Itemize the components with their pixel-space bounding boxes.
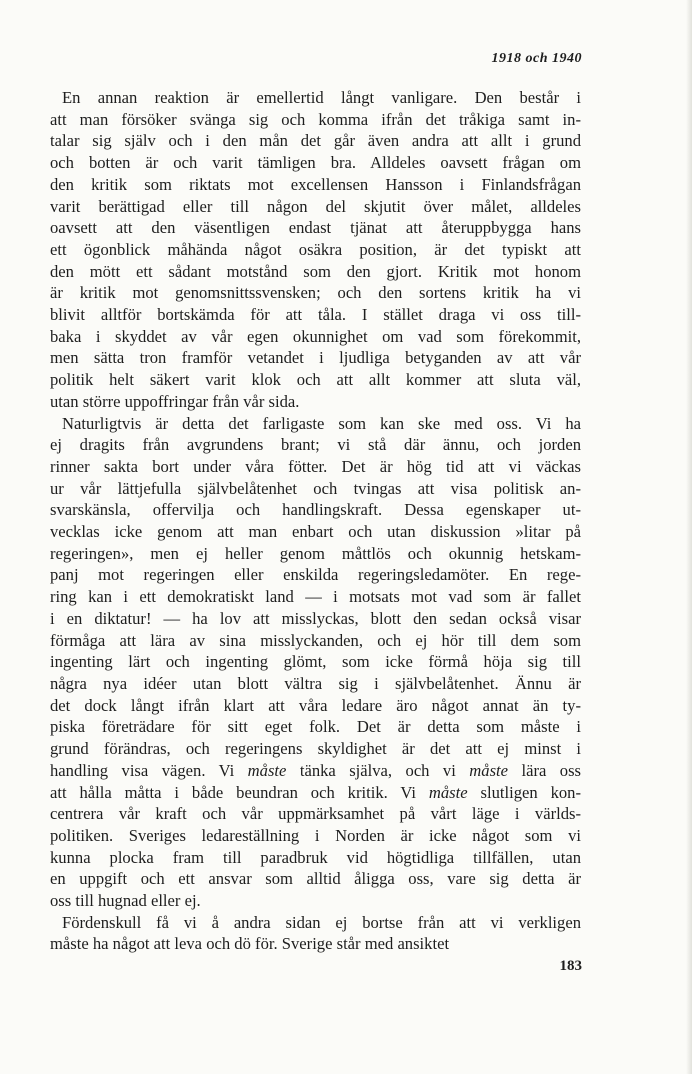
text-line: den mött ett sådant motstånd som den gjort. Kritik mot honom <box>50 261 581 281</box>
text-line: piska företrädare för sitt eget folk. Det är detta som måste i <box>50 717 581 737</box>
text-line: panj mot regeringen eller enskilda regeringsledamöter. En rege- <box>50 565 581 585</box>
text-line: måste ha något att leva och dö för. Sverige står med ansiktet <box>50 934 450 954</box>
text-line: förmåga att lära av sina misslyckanden, och ej hör till dem som <box>50 630 581 650</box>
text-line: centrera vår kraft och vår uppmärksamhet på vårt läge i världs- <box>50 804 581 824</box>
text-line: ingenting lärt och ingenting glömt, som icke förmå höja sig till <box>50 652 581 672</box>
text-line: kunna plocka fram till paradbruk vid högtidliga tillfällen, utan <box>50 847 581 867</box>
text-line: Fördenskull få vi å andra sidan ej bortse från att vi verkligen <box>62 912 581 932</box>
text-line: ring kan i ett demokratiskt land — i motsats mot vad som är fallet <box>50 587 581 607</box>
text-line: politiken. Sveriges ledareställning i Norden är icke något som vi <box>50 825 581 845</box>
text-line: att hålla måtta i både beundran och kritik. Vi måste slutligen kon- <box>50 782 581 802</box>
emphasis: måste <box>428 782 468 802</box>
page-edge-shadow <box>686 0 692 1074</box>
text-line: vecklas icke genom att man enbart och utan diskussion »litar på <box>50 522 581 542</box>
paragraph <box>50 413 581 912</box>
paragraph <box>50 87 581 413</box>
text-line: blivit alltför bortskämda för att tåla. I stället draga vi oss till- <box>50 305 581 325</box>
text-line: i en diktatur! — ha lov att misslyckas, blott den sedan också visar <box>50 608 581 628</box>
emphasis: måste <box>469 760 509 780</box>
body-text <box>50 87 581 955</box>
text-line: att man försöker svänga sig och komma ifrån det tråkiga samt in- <box>50 109 581 129</box>
text-line: det dock långt ifrån klart att våra ledare äro något annat än ty- <box>50 695 581 715</box>
text-line: ur vår lättjefulla självbelåtenhet och tvingas att visa politisk an- <box>50 478 581 498</box>
text-line: regeringen», men ej heller genom måttlös och okunnig hetskam- <box>50 543 581 563</box>
text-line: är kritik mot genomsnittssvensken; och den sortens kritik ha vi <box>50 283 581 303</box>
text-line: men sätta tron framför vetandet i ljudliga betyganden av att vår <box>50 348 581 368</box>
text-line: en uppgift och ett ansvar som alltid åligga oss, vare sig detta är <box>50 869 581 889</box>
running-head: 1918 och 1940 <box>491 51 582 66</box>
paragraph <box>50 912 581 955</box>
text-line: oss till hugnad eller ej. <box>50 891 201 911</box>
text-line: varit berättigad eller till någon del skjutit över målet, alldeles <box>50 196 581 216</box>
text-line: utan större uppoffringar från vår sida. <box>50 391 300 411</box>
text-line: och botten är och varit tämligen bra. Alldeles oavsett frågan om <box>50 153 581 173</box>
text-line: några nya idéer utan blott vältra sig i självbelåtenhet. Ännu är <box>50 673 581 693</box>
text-line: svarskänsla, offervilja och handlingskraft. Dessa egenskaper ut- <box>50 500 581 520</box>
text-line: Naturligtvis är detta det farligaste som kan ske med oss. Vi ha <box>62 413 581 433</box>
text-line: handling visa vägen. Vi måste tänka själva, och vi måste lära oss <box>50 760 581 780</box>
text-line: oavsett att den väsentligen endast tjänat att återuppbygga hans <box>50 218 581 238</box>
text-line: politik helt säkert varit klok och att allt kommer att sluta väl, <box>50 370 581 390</box>
text-line: grund förändras, och regeringens skyldighet är det att ej minst i <box>50 739 581 759</box>
emphasis: måste <box>247 760 287 780</box>
text-line: talar sig själv och i den mån det går även andra att allt i grund <box>50 131 581 151</box>
text-line: En annan reaktion är emellertid långt vanligare. Den består i <box>62 88 581 107</box>
text-line: den kritik som riktats mot excellensen Hansson i Finlandsfrågan <box>50 174 581 194</box>
text-line: ej dragits från avgrundens brant; vi stå där ännu, och jorden <box>50 435 581 455</box>
page-number: 183 <box>559 958 582 974</box>
text-line: rinner sakta bort under våra fötter. Det är hög tid att vi väckas <box>50 456 581 476</box>
text-line: baka i skyddet av vår egen okunnighet om vad som förekommit, <box>50 326 581 346</box>
text-line: ett ögonblick måhända något osäkra position, är det typiskt att <box>50 239 581 259</box>
